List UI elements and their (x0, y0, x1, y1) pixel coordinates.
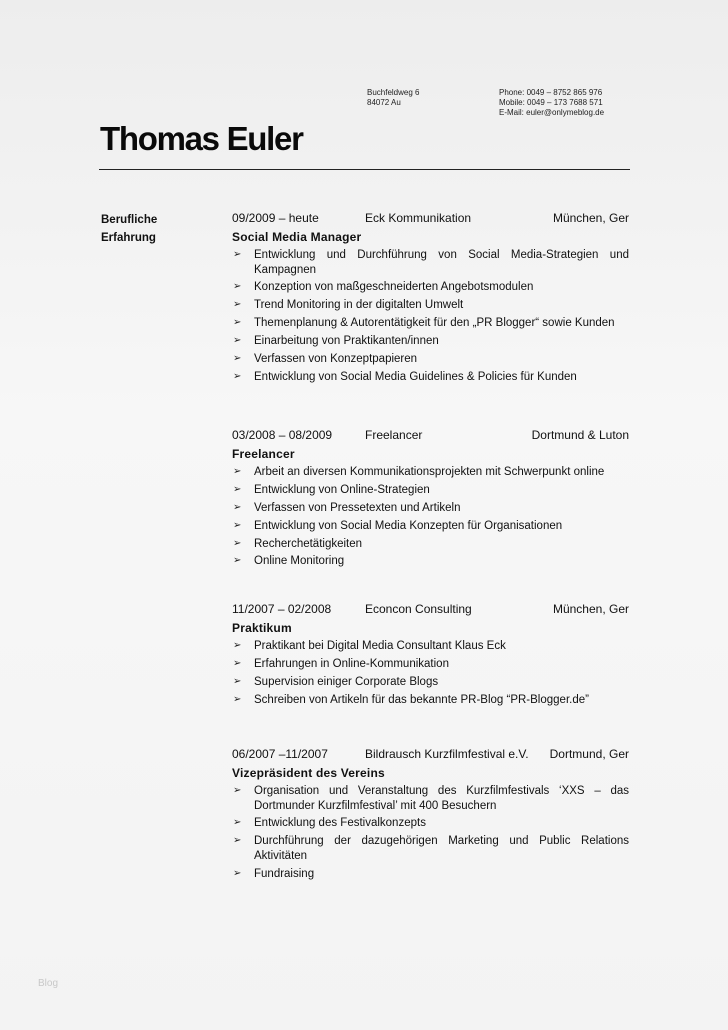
entry-location: München, Ger (552, 211, 629, 225)
list-item (232, 639, 629, 654)
entry-date: 03/2008 – 08/2009 (232, 428, 333, 442)
list-item (232, 554, 629, 569)
section-title-line: Erfahrung (101, 232, 156, 244)
arrowhead-bullet-icon: ➢ (233, 519, 242, 531)
entry-bullet-list (232, 784, 629, 881)
list-item (232, 298, 629, 313)
bullet-text: Praktikant bei Digital Media Consultant Klaus Eck (254, 640, 506, 652)
header-divider (99, 169, 630, 170)
bullet-text: Arbeit an diversen Kommunikationsprojekten mit Schwerpunkt online (254, 466, 605, 478)
bullet-text: Supervision einiger Corporate Blogs (254, 675, 439, 688)
arrowhead-bullet-icon: ➢ (233, 640, 242, 651)
contact-block (499, 88, 604, 118)
entry-company: Econcon Consulting (365, 602, 472, 616)
bullet-text: Recherchetätigkeiten (254, 537, 363, 550)
arrowhead-bullet-icon: ➢ (233, 281, 242, 293)
entry-role: Praktikum (232, 621, 292, 635)
entry-header (232, 746, 629, 762)
entry-company: Eck Kommunikation (365, 211, 472, 225)
list-item (232, 352, 629, 367)
list-item (232, 316, 629, 331)
bullet-text: Erfahrungen in Online-Kommunikation (254, 657, 449, 670)
list-item (232, 519, 629, 534)
arrowhead-bullet-icon: ➢ (233, 335, 242, 347)
list-item (232, 834, 629, 863)
entry-bullet-list (232, 465, 629, 569)
list-item (232, 465, 629, 480)
arrowhead-bullet-icon: ➢ (233, 555, 242, 567)
list-item (232, 816, 629, 831)
bullet-text: Verfassen von Konzeptpapieren (254, 352, 418, 365)
bullet-text: Entwicklung von Social Media Konzepten für Organisationen (254, 519, 563, 532)
entry-company: Bildrausch Kurzfilmfestival e.V. (365, 747, 529, 761)
entry-header (232, 210, 629, 226)
list-item (232, 675, 629, 690)
list-item (232, 483, 629, 498)
arrowhead-bullet-icon: ➢ (233, 785, 242, 796)
entry-date: 11/2007 – 02/2008 (232, 602, 332, 616)
entry-header (232, 427, 629, 443)
bullet-text: Trend Monitoring in der digitalten Umwelt (254, 299, 464, 312)
person-name: Thomas Euler (100, 120, 303, 157)
contact-mobile: Mobile: 0049 – 173 7688 571 (499, 98, 603, 107)
entry-role: Social Media Manager (232, 230, 362, 244)
entry-bullet-list (232, 639, 629, 707)
address-street: Buchfeldweg 6 (367, 88, 420, 97)
entry-bullet-list (232, 248, 629, 384)
bullet-text: Einarbeitung von Praktikanten/innen (254, 335, 439, 348)
arrowhead-bullet-icon: ➢ (233, 466, 242, 477)
bullet-text: Entwicklung von Social Media Guidelines & Policies für Kunden (254, 370, 577, 383)
section-title-line: Berufliche (101, 214, 158, 226)
list-item (232, 657, 629, 672)
list-item (232, 334, 629, 349)
experience-entry (232, 746, 629, 885)
bullet-text: Konzeption von maßgeschneiderten Angebotsmodulen (254, 281, 534, 294)
arrowhead-bullet-icon: ➢ (233, 501, 242, 513)
bullet-text: Entwicklung von Online-Strategien (254, 483, 430, 496)
bullet-text: Entwicklung und Durchführung von Social Media-Strategien und Kampagnen (254, 249, 629, 276)
list-item (232, 370, 629, 385)
bullet-text: Themenplanung & Autorentätigkeit für den „PR Blogger“ sowie Kunden (254, 317, 615, 330)
entry-location: Dortmund, Ger (549, 747, 629, 761)
bullet-text: Organisation und Veranstaltung des Kurzfilmfestivals ‘XXS – das Dortmunder Kurzfilmfestival’ mit 400 Besuchern (254, 785, 629, 812)
experience-entry (232, 210, 629, 388)
entry-role: Freelancer (232, 447, 295, 461)
arrowhead-bullet-icon: ➢ (233, 693, 242, 705)
arrowhead-bullet-icon: ➢ (233, 317, 242, 329)
entry-company: Freelancer (365, 428, 423, 442)
section-title (101, 211, 157, 247)
arrowhead-bullet-icon: ➢ (233, 675, 242, 687)
list-item (232, 537, 629, 552)
bullet-text: Schreiben von Artikeln für das bekannte PR-Blog “PR-Blogger.de” (254, 693, 589, 706)
list-item (232, 280, 629, 295)
arrowhead-bullet-icon: ➢ (233, 352, 242, 364)
arrowhead-bullet-icon: ➢ (233, 657, 242, 669)
list-item (232, 784, 629, 813)
entry-role: Vizepräsident des Vereins (232, 766, 385, 780)
address-city: 84072 Au (367, 98, 401, 107)
entry-header (232, 601, 629, 617)
arrowhead-bullet-icon: ➢ (233, 867, 242, 879)
arrowhead-bullet-icon: ➢ (233, 537, 242, 549)
entry-date: 09/2009 – heute (232, 211, 319, 225)
contact-email: E-Mail: euler@onlymeblog.de (499, 108, 605, 117)
arrowhead-bullet-icon: ➢ (233, 370, 242, 382)
entry-location: München, Ger (552, 602, 629, 616)
bullet-text: Durchführung der dazugehörigen Marketing und Public Relations Aktivitäten (254, 835, 629, 862)
contact-phone: Phone: 0049 – 8752 865 976 (499, 88, 603, 97)
arrowhead-bullet-icon: ➢ (233, 483, 242, 495)
arrowhead-bullet-icon: ➢ (233, 249, 242, 260)
bullet-text: Verfassen von Pressetexten und Artikeln (254, 501, 461, 514)
entry-date: 06/2007 –11/2007 (232, 747, 328, 761)
bullet-text: Fundraising (254, 867, 315, 880)
bullet-text: Entwicklung des Festivalkonzepts (254, 817, 426, 830)
experience-entry (232, 601, 629, 711)
list-item (232, 501, 629, 516)
list-item (232, 867, 629, 882)
arrowhead-bullet-icon: ➢ (233, 817, 242, 829)
entry-location: Dortmund & Luton (531, 428, 629, 442)
address-block (367, 88, 419, 108)
bullet-text: Online Monitoring (254, 555, 345, 568)
list-item (232, 693, 629, 708)
arrowhead-bullet-icon: ➢ (233, 835, 242, 847)
list-item (232, 248, 629, 277)
watermark-text: Blog (38, 978, 59, 989)
arrowhead-bullet-icon: ➢ (233, 299, 242, 311)
experience-entry (232, 427, 629, 572)
